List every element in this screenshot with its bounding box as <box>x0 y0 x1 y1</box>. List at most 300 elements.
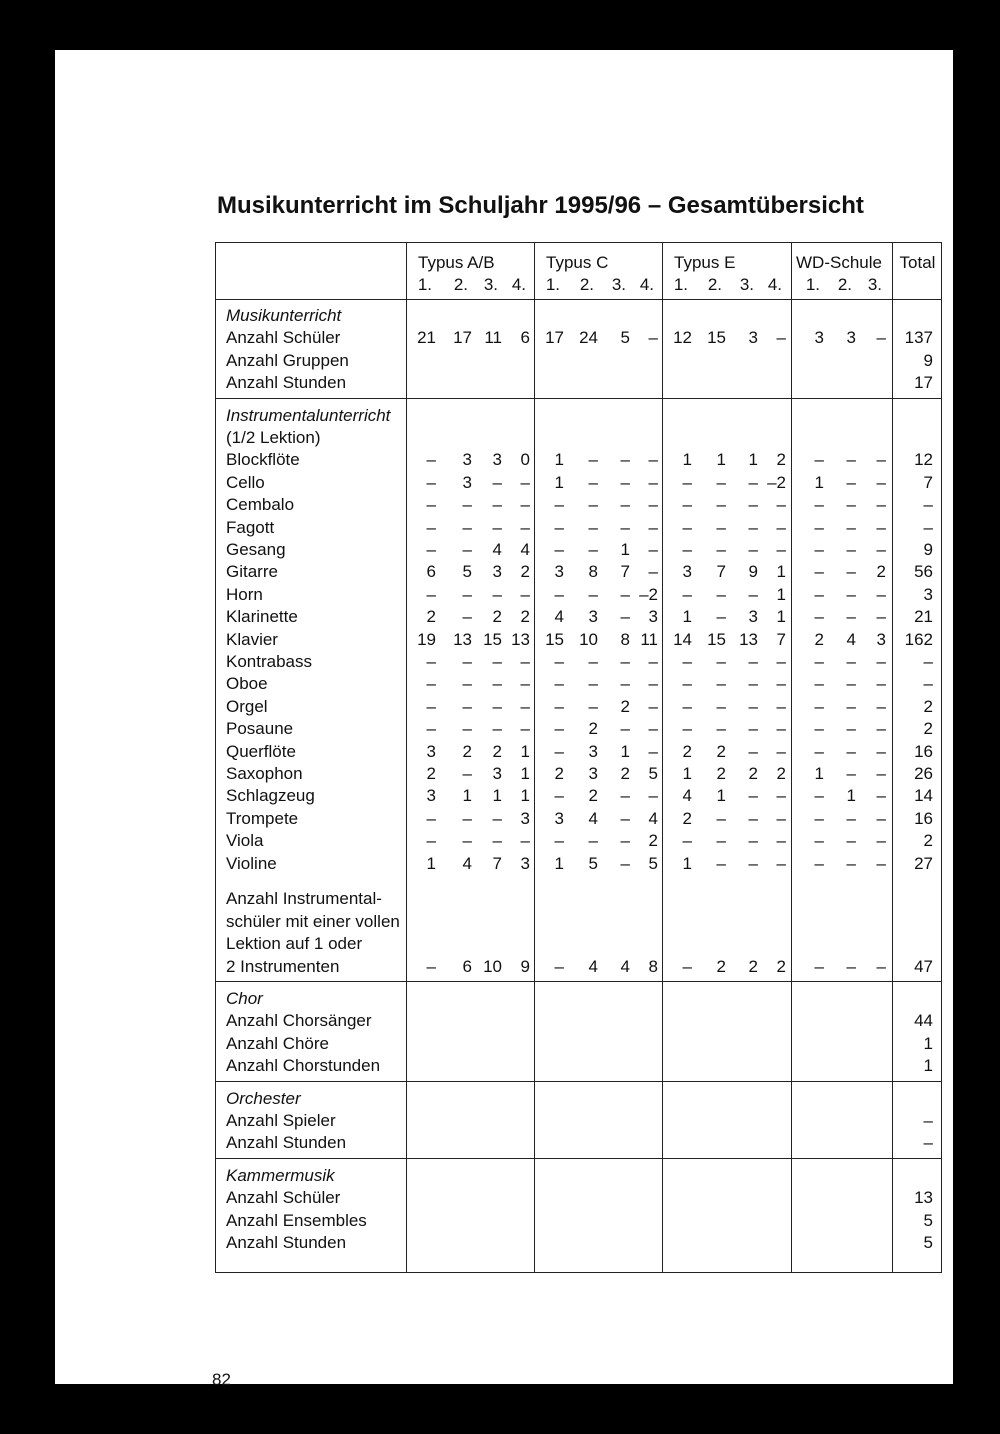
cell: – <box>776 719 786 739</box>
cell: 2 <box>492 741 502 761</box>
cell: – <box>846 450 856 470</box>
section-heading: Kammermusik <box>226 1165 335 1185</box>
cell: – <box>426 652 436 671</box>
cell: 2 <box>716 956 726 976</box>
cell: – <box>876 517 886 537</box>
section-divider <box>216 1158 941 1159</box>
cell: – <box>776 853 786 873</box>
total-cell: – <box>923 1133 933 1153</box>
cell: 4 <box>462 853 472 873</box>
cell: – <box>426 674 436 694</box>
cell: – <box>846 562 856 582</box>
cell: 4 <box>648 808 658 828</box>
cell: 3 <box>520 853 530 873</box>
cell: – <box>620 450 630 470</box>
cell: – <box>814 853 824 873</box>
cell: – <box>846 831 856 851</box>
cell: – <box>748 786 758 806</box>
row-label: Gesang <box>226 540 286 559</box>
cell: – <box>814 741 824 761</box>
cell: – <box>426 584 436 604</box>
cell: – <box>620 719 630 739</box>
cell: – <box>814 652 824 671</box>
cell: 13 <box>453 629 472 649</box>
page <box>55 50 953 1389</box>
group-header: Typus E <box>674 253 736 272</box>
cell: – <box>462 652 472 671</box>
cell: 12 <box>673 328 692 348</box>
cell: 1 <box>620 540 630 559</box>
cell: – <box>814 956 824 976</box>
total-cell: 1 <box>923 1033 933 1053</box>
cell: – <box>776 517 786 537</box>
total-cell: 44 <box>914 1011 933 1031</box>
total-cell: 17 <box>914 373 933 393</box>
cell: – <box>554 517 564 537</box>
cell: 17 <box>545 328 564 348</box>
cell: 10 <box>579 629 598 649</box>
column-header: 4. <box>511 275 526 294</box>
row-label: Anzahl Stunden <box>226 1233 347 1253</box>
cell: 1 <box>682 607 692 627</box>
cell: – <box>554 719 564 739</box>
row-label: Cello <box>226 472 265 492</box>
cell: – <box>492 584 502 604</box>
row-label: Anzahl Stunden <box>226 373 347 393</box>
cell: 1 <box>462 786 472 806</box>
cell: – <box>492 808 502 828</box>
row-label: Viola <box>226 831 264 851</box>
total-cell: 7 <box>923 472 933 492</box>
row-label: Fagott <box>226 517 275 537</box>
cell: 15 <box>483 629 502 649</box>
cell: 1 <box>776 607 786 627</box>
cell: 4 <box>588 956 598 976</box>
total-cell: 27 <box>914 853 933 873</box>
column-header: 3. <box>483 275 498 294</box>
cell: – <box>846 956 856 976</box>
cell: – <box>814 719 824 739</box>
cell: – <box>846 719 856 739</box>
cell: 7 <box>620 562 630 582</box>
cell: 6 <box>426 562 436 582</box>
row-label: Querflöte <box>226 741 296 761</box>
cell: – <box>588 674 598 694</box>
summary-label: Anzahl Instrumental- <box>226 889 382 909</box>
cell: – <box>426 450 436 470</box>
total-cell: – <box>923 652 933 671</box>
total-cell: 9 <box>923 540 933 559</box>
row-label: Anzahl Ensembles <box>226 1210 367 1230</box>
cell: – <box>648 495 658 515</box>
cell: – <box>814 517 824 537</box>
cell: – <box>876 584 886 604</box>
row-label: Saxophon <box>226 764 303 783</box>
cell: – <box>492 652 502 671</box>
cell: 4 <box>620 956 630 976</box>
total-cell: 3 <box>923 584 933 604</box>
cell: – <box>748 808 758 828</box>
cell: – <box>426 472 436 492</box>
cell: 9 <box>520 956 530 976</box>
cell: 0 <box>520 450 530 470</box>
cell: – <box>748 540 758 559</box>
cell: – <box>876 472 886 492</box>
total-cell: 2 <box>923 719 933 739</box>
cell: 1 <box>716 450 726 470</box>
cell: 2 <box>426 764 436 783</box>
row-label: Oboe <box>226 674 268 694</box>
cell: – <box>620 674 630 694</box>
cell: – <box>748 853 758 873</box>
row-label: Anzahl Chorstunden <box>226 1056 381 1076</box>
cell: – <box>520 719 530 739</box>
column-header: 2. <box>453 275 468 294</box>
cell: 3 <box>748 607 758 627</box>
cell: – <box>620 584 630 604</box>
cell: – <box>814 495 824 515</box>
total-cell: 2 <box>923 831 933 851</box>
total-cell: 1 <box>923 1056 933 1076</box>
row-label: Anzahl Chorsänger <box>226 1011 372 1031</box>
summary-label: 2 Instrumenten <box>226 956 340 976</box>
cell: – <box>648 696 658 716</box>
column-header: 1. <box>805 275 820 294</box>
cell: 21 <box>417 328 436 348</box>
cell: – <box>588 831 598 851</box>
cell: 7 <box>716 562 726 582</box>
cell: – <box>776 495 786 515</box>
cell: 2 <box>520 607 530 627</box>
cell: 8 <box>588 562 598 582</box>
cell: – <box>554 540 564 559</box>
cell: – <box>648 562 658 582</box>
cell: – <box>520 831 530 851</box>
row-label: Blockflöte <box>226 450 300 470</box>
cell: – <box>520 696 530 716</box>
cell: – <box>554 584 564 604</box>
total-cell: 21 <box>914 607 933 627</box>
cell: – <box>876 495 886 515</box>
total-cell: 16 <box>914 808 933 828</box>
header-divider <box>216 299 941 300</box>
summary-label: Lektion auf 1 oder <box>226 934 363 954</box>
cell: – <box>554 956 564 976</box>
cell: 4 <box>588 808 598 828</box>
cell: – <box>876 831 886 851</box>
cell: 2 <box>716 764 726 783</box>
cell: – <box>648 450 658 470</box>
section-heading: Orchester <box>226 1088 301 1108</box>
cell: – <box>648 674 658 694</box>
total-cell: – <box>923 495 933 515</box>
cell: 2 <box>814 629 824 649</box>
cell: 1 <box>426 853 436 873</box>
cell: – <box>620 607 630 627</box>
cell: 1 <box>520 764 530 783</box>
cell: – <box>716 495 726 515</box>
cell: – <box>748 696 758 716</box>
cell: 4 <box>554 607 564 627</box>
cell: 2 <box>682 808 692 828</box>
cell: – <box>554 741 564 761</box>
cell: 6 <box>462 956 472 976</box>
cell: – <box>876 786 886 806</box>
column-header: 3. <box>739 275 754 294</box>
cell: – <box>682 719 692 739</box>
cell: – <box>748 652 758 671</box>
total-cell: 12 <box>914 450 933 470</box>
cell: 4 <box>846 629 856 649</box>
cell: 1 <box>492 786 502 806</box>
section-heading: Instrumentalunterricht <box>226 405 391 425</box>
section-heading: Musikunterricht <box>226 306 342 325</box>
cell: 13 <box>511 629 530 649</box>
cell: – <box>876 764 886 783</box>
cell: – <box>492 472 502 492</box>
column-header: 1. <box>545 275 560 294</box>
cell: 9 <box>748 562 758 582</box>
cell: – <box>846 584 856 604</box>
cell: – <box>620 495 630 515</box>
total-cell: – <box>923 1111 933 1131</box>
cell: – <box>876 674 886 694</box>
row-label: Anzahl Spieler <box>226 1111 336 1131</box>
cell: 2 <box>588 786 598 806</box>
cell: – <box>748 741 758 761</box>
page-number: 82 <box>212 1370 231 1389</box>
cell: 14 <box>673 629 692 649</box>
cell: – <box>462 517 472 537</box>
cell: – <box>554 831 564 851</box>
cell: – <box>716 831 726 851</box>
cell: 1 <box>554 450 564 470</box>
cell: 3 <box>492 562 502 582</box>
cell: – <box>588 540 598 559</box>
column-header: 2. <box>579 275 594 294</box>
cell: – <box>876 328 886 348</box>
cell: – <box>588 495 598 515</box>
cell: – <box>620 786 630 806</box>
row-label: Trompete <box>226 808 299 828</box>
cell: – <box>520 472 530 492</box>
cell: – <box>846 808 856 828</box>
column-header: 2. <box>837 275 852 294</box>
section-divider <box>216 1081 941 1082</box>
cell: – <box>716 584 726 604</box>
cell: 1 <box>776 562 786 582</box>
cell: – <box>748 584 758 604</box>
cell: 2 <box>620 764 630 783</box>
row-label: Klavier <box>226 629 278 649</box>
cell: 3 <box>426 741 436 761</box>
cell: – <box>588 584 598 604</box>
cell: – <box>682 517 692 537</box>
cell: 2 <box>426 607 436 627</box>
total-cell: 9 <box>923 350 933 370</box>
cell: – <box>748 517 758 537</box>
cell: 1 <box>520 786 530 806</box>
total-cell: 137 <box>904 328 933 348</box>
cell: – <box>846 540 856 559</box>
cell: – <box>648 741 658 761</box>
cell: 5 <box>648 853 658 873</box>
cell: – <box>554 696 564 716</box>
cell: – <box>462 831 472 851</box>
cell: 3 <box>426 786 436 806</box>
cell: 2 <box>520 562 530 582</box>
cell: – <box>620 517 630 537</box>
cell: 3 <box>876 629 886 649</box>
cell: 2 <box>462 741 472 761</box>
cell: – <box>682 956 692 976</box>
cell: – <box>492 495 502 515</box>
column-header: 1. <box>417 275 432 294</box>
cell: 3 <box>588 741 598 761</box>
cell: 1 <box>814 472 824 492</box>
cell: – <box>648 472 658 492</box>
cell: – <box>492 719 502 739</box>
cell: –2 <box>767 472 786 492</box>
cell: – <box>716 719 726 739</box>
row-label: Posaune <box>226 719 294 739</box>
cell: 5 <box>620 328 630 348</box>
cell: – <box>462 540 472 559</box>
row-label: Schlagzeug <box>226 786 315 806</box>
cell: – <box>520 674 530 694</box>
cell: – <box>814 831 824 851</box>
total-cell: 16 <box>914 741 933 761</box>
cell: 2 <box>776 956 786 976</box>
cell: 8 <box>648 956 658 976</box>
cell: – <box>492 696 502 716</box>
cell: – <box>682 584 692 604</box>
cell: – <box>814 584 824 604</box>
cell: – <box>776 808 786 828</box>
cell: – <box>426 956 436 976</box>
cell: – <box>748 495 758 515</box>
cell: – <box>748 831 758 851</box>
cell: 24 <box>579 328 598 348</box>
cell: – <box>492 517 502 537</box>
column-header: 3. <box>867 275 882 294</box>
total-cell: 26 <box>914 764 933 783</box>
cell: – <box>814 674 824 694</box>
cell: – <box>426 517 436 537</box>
cell: – <box>462 495 472 515</box>
row-label: Horn <box>226 584 263 604</box>
cell: – <box>682 831 692 851</box>
cell: – <box>462 696 472 716</box>
cell: – <box>588 517 598 537</box>
row-label: Orgel <box>226 696 268 716</box>
cell: 1 <box>846 786 856 806</box>
cell: – <box>554 674 564 694</box>
cell: – <box>776 696 786 716</box>
cell: 19 <box>417 629 436 649</box>
cell: 2 <box>748 956 758 976</box>
row-label: Gitarre <box>226 562 278 582</box>
cell: – <box>588 696 598 716</box>
cell: 2 <box>748 764 758 783</box>
cell: 3 <box>492 450 502 470</box>
total-cell: – <box>923 674 933 694</box>
cell: 3 <box>846 328 856 348</box>
cell: – <box>776 786 786 806</box>
cell: – <box>876 696 886 716</box>
cell: – <box>846 472 856 492</box>
cell: 4 <box>492 540 502 559</box>
cell: – <box>876 540 886 559</box>
cell: – <box>716 808 726 828</box>
row-label: Cembalo <box>226 495 295 515</box>
cell: 1 <box>520 741 530 761</box>
cell: 3 <box>682 562 692 582</box>
cell: – <box>748 674 758 694</box>
cell: 3 <box>648 607 658 627</box>
cell: – <box>462 607 472 627</box>
row-label: Anzahl Stunden <box>226 1133 347 1153</box>
cell: – <box>648 786 658 806</box>
cell: 2 <box>776 450 786 470</box>
cell: – <box>716 652 726 671</box>
cell: 3 <box>588 764 598 783</box>
cell: – <box>462 719 472 739</box>
cell: 2 <box>588 719 598 739</box>
cell: – <box>520 652 530 671</box>
cell: – <box>682 652 692 671</box>
cell: – <box>876 853 886 873</box>
cell: – <box>716 607 726 627</box>
cell: – <box>588 472 598 492</box>
cell: – <box>846 764 856 783</box>
section-divider <box>216 981 941 982</box>
total-cell: 47 <box>914 956 933 976</box>
cell: – <box>814 696 824 716</box>
cell: – <box>682 495 692 515</box>
cell: – <box>876 652 886 671</box>
cell: – <box>426 696 436 716</box>
cell: – <box>462 674 472 694</box>
cell: – <box>554 495 564 515</box>
cell: – <box>682 674 692 694</box>
cell: 1 <box>748 450 758 470</box>
cell: – <box>876 719 886 739</box>
cell: 5 <box>588 853 598 873</box>
cell: – <box>846 696 856 716</box>
group-header: WD-Schule <box>796 253 882 272</box>
group-header: Typus A/B <box>418 253 495 272</box>
cell: – <box>648 540 658 559</box>
cell: 2 <box>776 764 786 783</box>
cell: – <box>716 517 726 537</box>
cell: – <box>776 328 786 348</box>
row-label: Anzahl Schüler <box>226 328 341 348</box>
cell: 1 <box>682 853 692 873</box>
cell: – <box>648 652 658 671</box>
total-cell: 5 <box>923 1210 933 1230</box>
cell: – <box>620 853 630 873</box>
cell: – <box>846 517 856 537</box>
cell: – <box>426 540 436 559</box>
cell: – <box>588 450 598 470</box>
page-title: Musikunterricht im Schuljahr 1995/96 – Gesamtübersicht <box>217 192 864 219</box>
cell: – <box>846 741 856 761</box>
cell: – <box>492 831 502 851</box>
cell: 3 <box>462 472 472 492</box>
cell: – <box>426 808 436 828</box>
cell: – <box>876 450 886 470</box>
